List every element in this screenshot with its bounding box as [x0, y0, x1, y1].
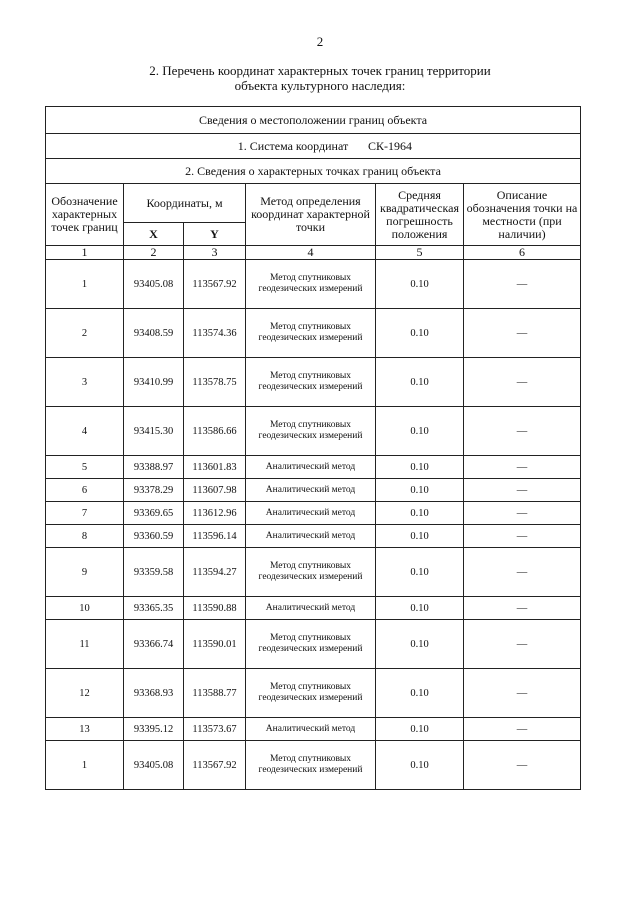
table-row: [46, 260, 581, 309]
col-header-designation: Обозначение характерных точек границ: [46, 184, 124, 246]
point-description: —: [464, 597, 581, 620]
table-row: [46, 479, 581, 502]
point-description: —: [464, 358, 581, 407]
column-number: 5: [376, 246, 464, 260]
point-y: 113590.88: [184, 597, 246, 620]
point-number: 7: [46, 502, 124, 525]
point-method: Аналитический метод: [246, 597, 376, 620]
table-row: [46, 502, 581, 525]
point-description: —: [464, 548, 581, 597]
point-number: 13: [46, 718, 124, 741]
col-header-y: Y: [184, 223, 246, 246]
point-number: 9: [46, 548, 124, 597]
table-row: [46, 741, 581, 790]
point-method: Метод спутниковых геодезических измерений: [246, 620, 376, 669]
table-row: [46, 548, 581, 597]
point-y: 113574.36: [184, 309, 246, 358]
point-error: 0.10: [376, 309, 464, 358]
point-number: 6: [46, 479, 124, 502]
point-method: Метод спутниковых геодезических измерений: [246, 309, 376, 358]
point-y: 113573.67: [184, 718, 246, 741]
coordinate-system-value: СК-1964: [367, 138, 412, 153]
column-number: 2: [124, 246, 184, 260]
point-method: Аналитический метод: [246, 718, 376, 741]
coordinate-system-row: [46, 134, 581, 159]
point-x: 93415.30: [124, 407, 184, 456]
table-row: [46, 620, 581, 669]
point-x: 93360.59: [124, 525, 184, 548]
table-row: [46, 309, 581, 358]
point-y: 113578.75: [184, 358, 246, 407]
point-error: 0.10: [376, 456, 464, 479]
point-x: 93410.99: [124, 358, 184, 407]
point-description: —: [464, 620, 581, 669]
table-row: [46, 525, 581, 548]
point-x: 93405.08: [124, 260, 184, 309]
point-number: 10: [46, 597, 124, 620]
point-y: 113607.98: [184, 479, 246, 502]
point-x: 93369.65: [124, 502, 184, 525]
point-x: 93365.35: [124, 597, 184, 620]
point-method: Метод спутниковых геодезических измерений: [246, 260, 376, 309]
point-method: Метод спутниковых геодезических измерений: [246, 548, 376, 597]
point-number: 8: [46, 525, 124, 548]
point-number: 5: [46, 456, 124, 479]
point-error: 0.10: [376, 548, 464, 597]
point-description: —: [464, 669, 581, 718]
point-number: 12: [46, 669, 124, 718]
point-description: —: [464, 456, 581, 479]
point-x: 93388.97: [124, 456, 184, 479]
point-method: Аналитический метод: [246, 525, 376, 548]
table-row: [46, 456, 581, 479]
point-description: —: [464, 502, 581, 525]
point-method: Аналитический метод: [246, 502, 376, 525]
point-description: —: [464, 741, 581, 790]
points-section-label: 2. Сведения о характерных точках границ объекта: [46, 159, 581, 184]
title-line-1: 2. Перечень координат характерных точек границ территории: [149, 63, 491, 78]
point-x: 93395.12: [124, 718, 184, 741]
point-method: Метод спутниковых геодезических измерений: [246, 741, 376, 790]
table-row: [46, 718, 581, 741]
point-error: 0.10: [376, 358, 464, 407]
point-error: 0.10: [376, 479, 464, 502]
point-error: 0.10: [376, 407, 464, 456]
col-header-description: Описание обозначения точки на местности (при наличии): [464, 184, 581, 246]
point-description: —: [464, 525, 581, 548]
point-error: 0.10: [376, 525, 464, 548]
point-description: —: [464, 309, 581, 358]
point-number: 4: [46, 407, 124, 456]
point-method: Аналитический метод: [246, 479, 376, 502]
point-number: 11: [46, 620, 124, 669]
point-method: Метод спутниковых геодезических измерений: [246, 669, 376, 718]
point-y: 113586.66: [184, 407, 246, 456]
column-number: 6: [464, 246, 581, 260]
column-numbers-row: [46, 246, 581, 260]
point-x: 93359.58: [124, 548, 184, 597]
point-error: 0.10: [376, 620, 464, 669]
col-header-method: Метод определения координат характерной точки: [246, 184, 376, 246]
point-description: —: [464, 718, 581, 741]
point-y: 113594.27: [184, 548, 246, 597]
page-number: 2: [316, 34, 324, 49]
col-header-error: Средняя квадратическая погрешность положения: [376, 184, 464, 246]
point-y: 113567.92: [184, 741, 246, 790]
location-info-header: Сведения о местоположении границ объекта: [46, 107, 581, 134]
point-x: 93408.59: [124, 309, 184, 358]
point-y: 113567.92: [184, 260, 246, 309]
point-number: 1: [46, 741, 124, 790]
point-method: Метод спутниковых геодезических измерений: [246, 407, 376, 456]
column-number: 1: [46, 246, 124, 260]
col-header-coordinates: Координаты, м: [124, 184, 246, 223]
point-x: 93378.29: [124, 479, 184, 502]
point-y: 113596.14: [184, 525, 246, 548]
point-description: —: [464, 479, 581, 502]
point-error: 0.10: [376, 718, 464, 741]
point-error: 0.10: [376, 260, 464, 309]
point-error: 0.10: [376, 741, 464, 790]
col-header-x: X: [124, 223, 184, 246]
point-method: Аналитический метод: [246, 456, 376, 479]
point-y: 113590.01: [184, 620, 246, 669]
point-x: 93368.93: [124, 669, 184, 718]
point-number: 3: [46, 358, 124, 407]
table-row: [46, 597, 581, 620]
column-number: 3: [184, 246, 246, 260]
point-y: 113612.96: [184, 502, 246, 525]
point-error: 0.10: [376, 597, 464, 620]
coordinates-table: [45, 106, 581, 790]
point-error: 0.10: [376, 669, 464, 718]
point-description: —: [464, 407, 581, 456]
table-row: [46, 358, 581, 407]
point-number: 2: [46, 309, 124, 358]
point-y: 113601.83: [184, 456, 246, 479]
point-error: 0.10: [376, 502, 464, 525]
document-title: [0, 63, 640, 93]
point-method: Метод спутниковых геодезических измерений: [246, 358, 376, 407]
point-x: 93405.08: [124, 741, 184, 790]
table-row: [46, 407, 581, 456]
coordinate-system-label: 1. Система координат: [237, 138, 349, 153]
point-description: —: [464, 260, 581, 309]
point-x: 93366.74: [124, 620, 184, 669]
title-line-2: объекта культурного наследия:: [234, 78, 406, 93]
point-number: 1: [46, 260, 124, 309]
point-y: 113588.77: [184, 669, 246, 718]
column-number: 4: [246, 246, 376, 260]
table-row: [46, 669, 581, 718]
